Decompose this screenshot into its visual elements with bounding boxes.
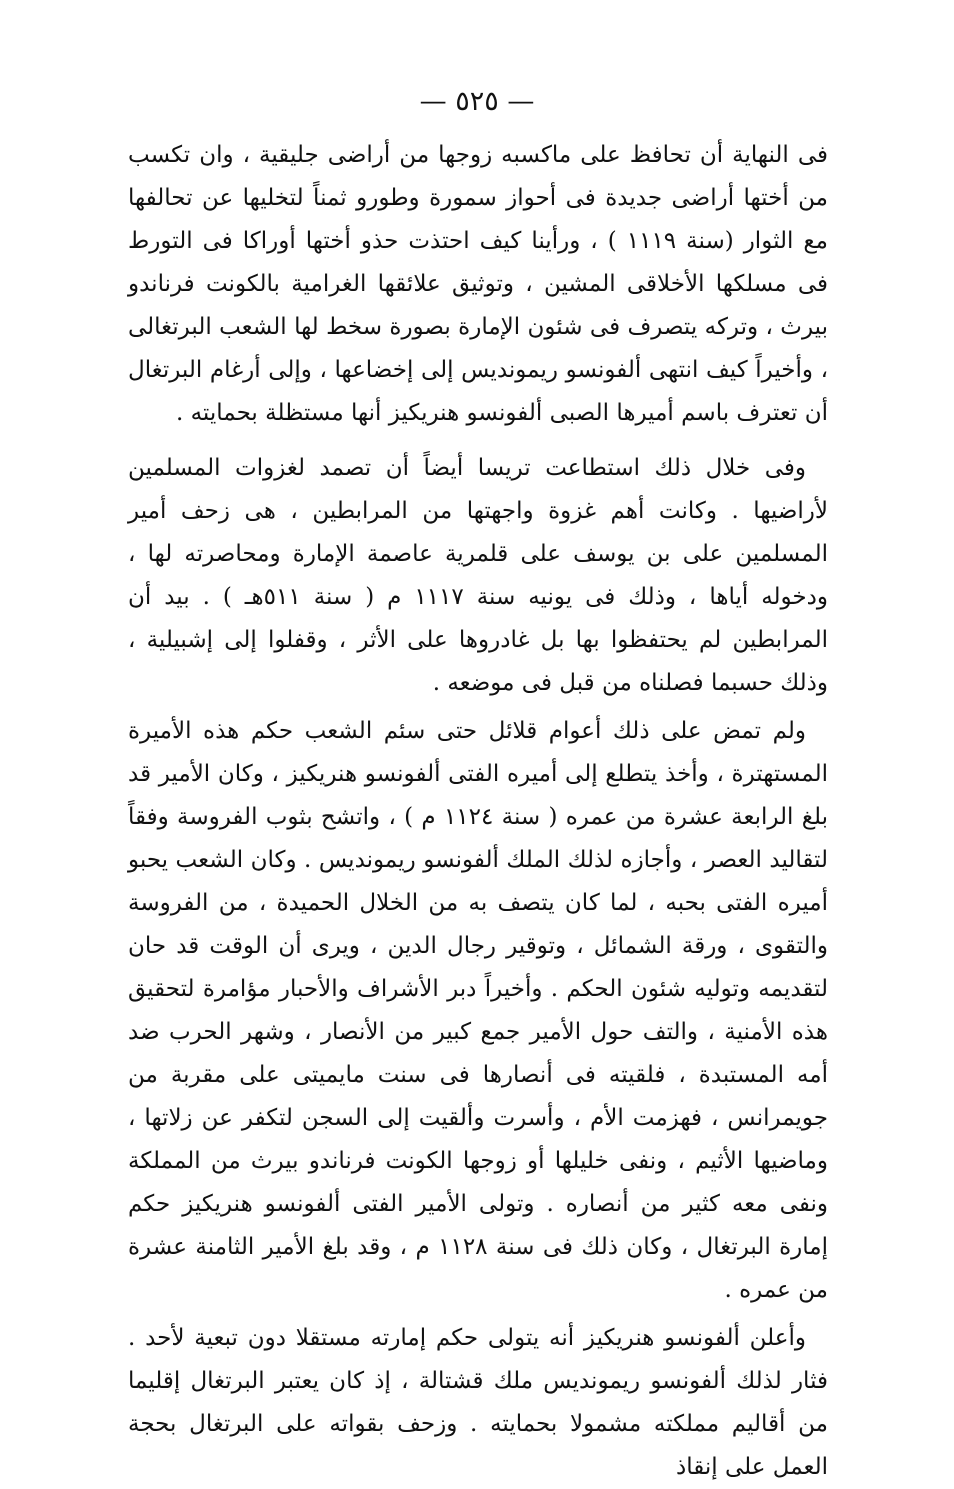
body-text <box>128 134 828 1489</box>
paragraph-1: فى النهاية أن تحافظ على ماكسبه زوجها من أراضى جليقية ، وان تكسب من أختها أراضى جديدة فى أحواز سمورة وطورو ثمناً لتخليها عن تحالفها مع الثوار (سنة ١١١٩ ) ، ورأينا كيف احتذت حذو أختها أوراكا فى التورط فى مسلكها الأخلاقى المشين ، وتوثيق علائقها الغرامية بالكونت فرناندو بيرث ، وتركه يتصرف فى شئون الإمارة بصورة سخط لها الشعب البرتغالى ، وأخيراً كيف انتهى ألفونسو ريموندیس إلى إخضاعها ، وإلى أرغام البرتغال أن تعترف باسم أميرها الصبى ألفونسو هنريكيز أنها مستظلة بحمايته . <box>128 142 828 426</box>
paragraph-2: وفى خلال ذلك استطاعت تريسا أيضاً أن تصمد لغزوات المسلمين لأراضيها . وكانت أهم غزوة واجهتها من المرابطين ، هى زحف أمير المسلمين على بن يوسف على قلمرية عاصمة الإمارة ومحاصرته لها ، ودخوله أياها ، وذلك فى يونيه سنة ١١١٧ م ( سنة ٥١١هـ ) . بيد أن المرابطين لم يحتفظوا بها بل غادروها على الأثر ، وقفلوا إلى إشبيلية ، وذلك حسبما فصلناه من قبل فى موضعه . <box>128 455 828 696</box>
page-number: — ٥٢٥ — <box>419 86 535 117</box>
paragraph-4: وأعلن ألفونسو هنريكيز أنه يتولى حكم إمارته مستقلا دون تبعية لأحد . فثار لذلك ألفونسو ريموندیس ملك قشتالة ، إذ كان يعتبر البرتغال إقليما من أقاليم مملكته مشمولا بحمايته . وزحف بقواته على البرتغال بحجة العمل على إنقاذ <box>128 1325 828 1480</box>
paragraph-3: ولم تمض على ذلك أعوام قلائل حتى سئم الشعب حكم هذه الأميرة المستهترة ، وأخذ يتطلع إلى أميره الفتى ألفونسو هنريكيز ، وكان الأمير قد بلغ الرابعة عشرة من عمره ( سنة ١١٢٤ م ) ، واتشح بثوب الفروسة وفقاً لتقاليد العصر ، وأجازه لذلك الملك ألفونسو ريموندیس . وكان الشعب يحبو أميره الفتى بحبه ، لما كان يتصف به من الخلال الحميدة ، من الفروسة والتقوى ، ورقة الشمائل ، وتوقير رجال الدين ، ويرى أن الوقت قد حان لتقديمه وتوليه شئون الحكم . وأخيراً دبر الأشراف والأحبار مؤامرة لتحقيق هذه الأمنية ، والتف حول الأمير جمع كبير من الأنصار ، وشهر الحرب ضد أمه المستبدة ، فلقيته فى أنصارها فى سنت مايميتى على مقربة من جويمرانس ، فهزمت الأم ، وأسرت وألقيت إلى السجن لتكفر عن زلاتها ، وماضيها الأثيم ، ونفى خليلها أو زوجها الكونت فرناندو بيرث من المملكة ونفى معه كثير من أنصاره . وتولى الأمير الفتى ألفونسو هنريكيز حكم إمارة البرتغال ، وكان ذلك فى سنة ١١٢٨ م ، وقد بلغ الأمير الثامنة عشرة من عمره . <box>128 718 828 1303</box>
